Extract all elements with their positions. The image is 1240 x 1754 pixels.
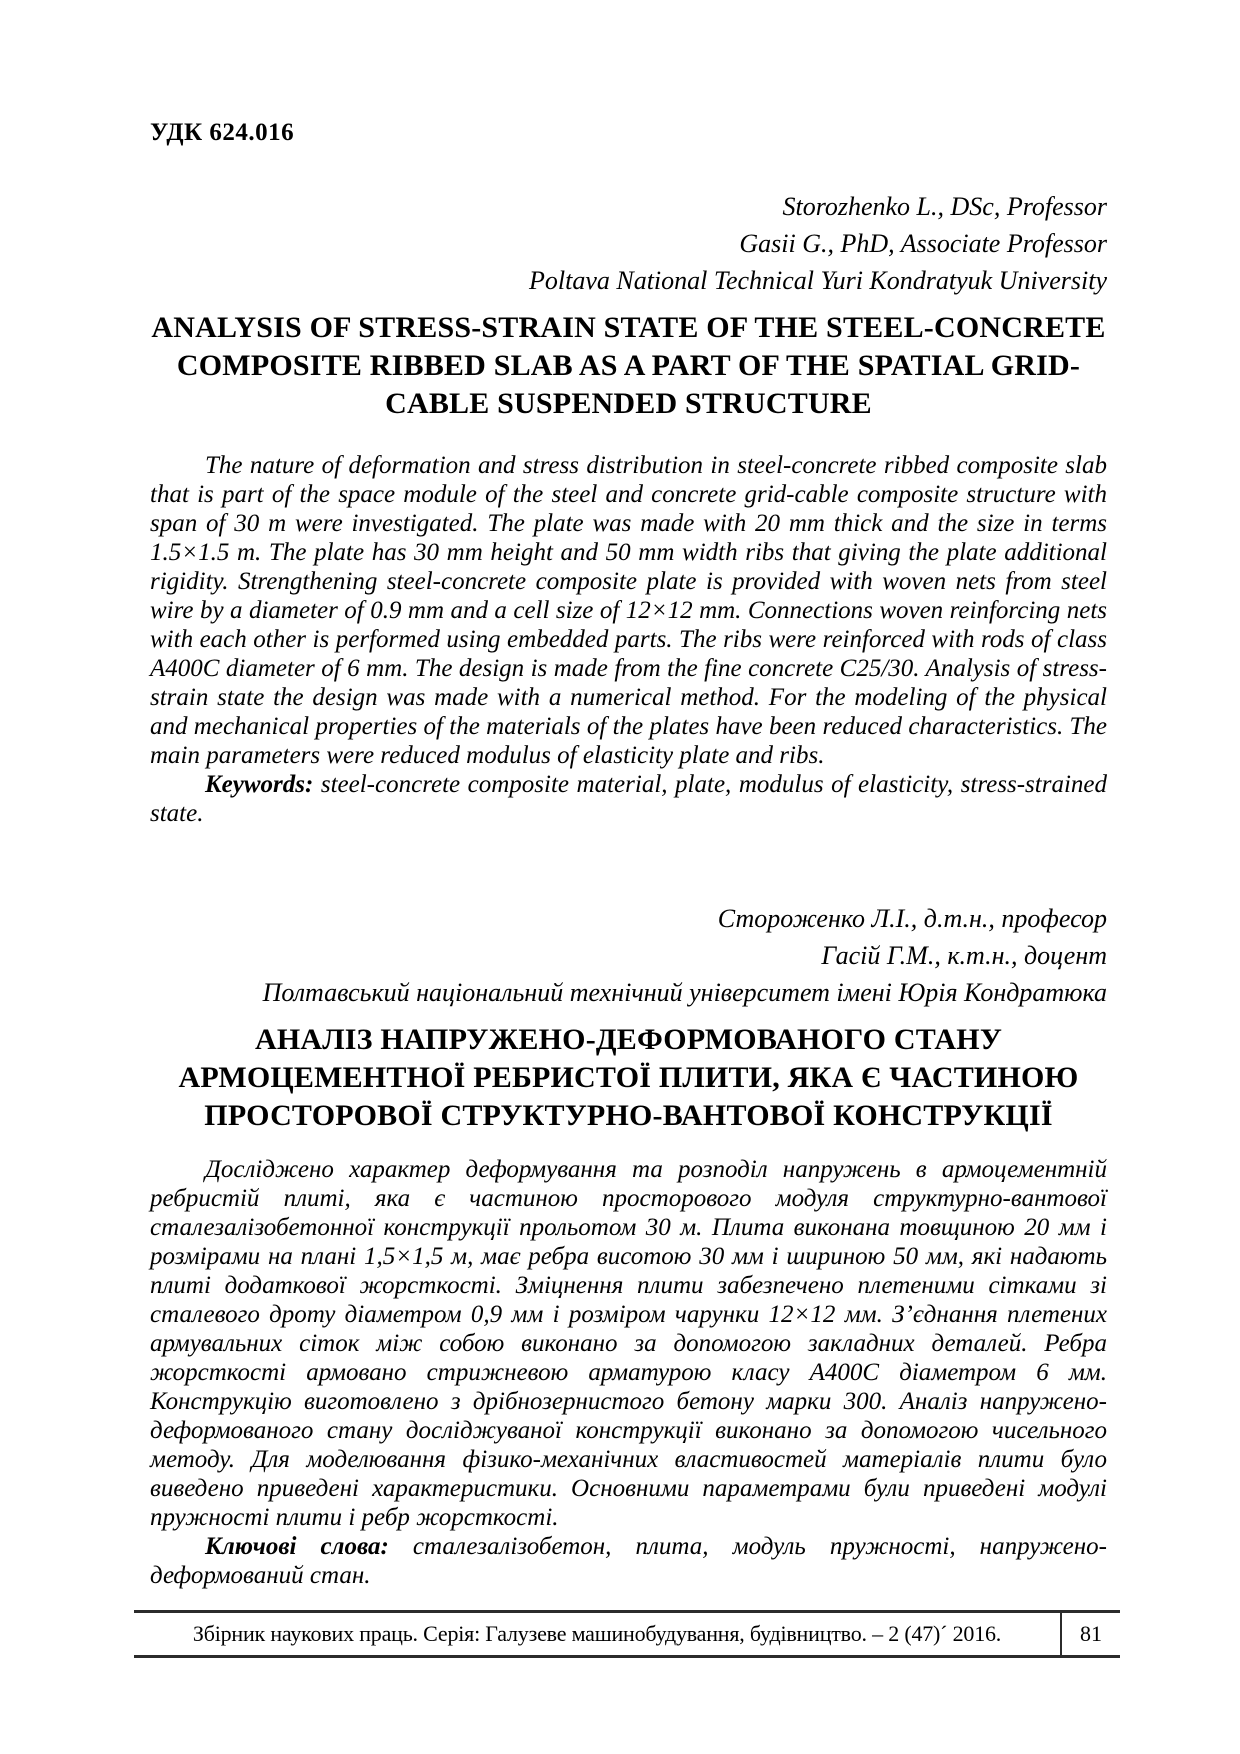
title-english-line-1: ANALYSIS OF STRESS-STRAIN STATE OF THE STEEL-CONCRETE bbox=[151, 311, 1106, 344]
abstract-english: The nature of deformation and stress distribution in steel-concrete ribbed composite slab that is part of the space module of the steel and concrete grid-cable composite structure with span of 30 m were investigated. The plate was made with 20 mm thick and the size in terms 1.5×1.5 m. The plate has 30 mm height and 50 mm width ribs that giving the plate additional rigidity. Strengthening steel-concrete composite plate is provided with woven nets from steel wire by a diameter of 0.9 mm and a cell size of 12×12 mm. Connections woven reinforcing nets with each other is performed using embedded parts. The ribs were reinforced with rods of class A400C diameter of 6 mm. The design is made from the fine concrete C25/30. Analysis of stress-strain state the design was made with a numerical method. For the modeling of the physical and mechanical properties of the materials of the plates have been reduced characteristics. The main parameters were reduced modulus of elasticity plate and ribs. bbox=[150, 452, 1107, 769]
author-line-ua-2: Гасій Г.М., к.т.н., доцент bbox=[821, 941, 1107, 970]
abstract-ukrainian: Досліджено характер деформування та розподіл напружень в армоцементній ребристій плиті, яка є частиною просторового модуля структурно-вантової сталезалізобетонної конструкції прольотом 30 м. Плита виконана товщиною 20 мм і розмірами на плані 1,5×1,5 м, має ребра висотою 30 мм і шириною 50 мм, які надають плиті додаткової жорсткості. Зміцнення плити забезпечено плетеними сітками зі сталевого дроту діаметром 0,9 мм і розміром чарунки 12×12 мм. З’єднання плетених армувальних сіток між собою виконано за допомогою закладних деталей. Ребра жорсткості армовано стрижневою арматурою класу А400С діаметром 6 мм. Конструкцію виготовлено з дрібнозернистого бетону марки 300. Аналіз напружено-деформованого стану досліджуваної конструкції виконано за допомогою чисельного методу. Для моделювання фізико-механічних властивостей матеріалів плити було виведено приведені характеристики. Основними параметрами були приведені модулі пружності плити і ребр жорсткості. bbox=[150, 1156, 1107, 1531]
keywords-ukrainian-text: сталезалізобетон, плита, модуль пружності, напружено-деформований стан. bbox=[150, 1533, 1107, 1589]
page-footer bbox=[134, 1610, 1120, 1658]
keywords-ukrainian-label: Ключові слова: bbox=[205, 1533, 389, 1560]
author-line-ua-1: Стороженко Л.І., д.т.н., професор bbox=[717, 904, 1107, 933]
title-ukrainian-line-2: АРМОЦЕМЕНТНОЇ РЕБРИСТОЇ ПЛИТИ, ЯКА Є ЧАСТИНОЮ bbox=[178, 1061, 1079, 1094]
affiliation-ua: Полтавський національний технічний університет імені Юрія Кондратюка bbox=[262, 978, 1107, 1007]
affiliation-en: Poltava National Technical Yuri Kondratyuk University bbox=[528, 266, 1107, 295]
title-english-line-2: COMPOSITE RIBBED SLAB AS A PART OF THE SPATIAL GRID- bbox=[176, 349, 1081, 382]
title-english bbox=[150, 309, 1107, 423]
author-line-en-2: Gasii G., PhD, Associate Professor bbox=[739, 229, 1107, 258]
keywords-english-label: Keywords: bbox=[205, 771, 314, 798]
authors-ukrainian bbox=[150, 900, 1107, 1011]
footer-page-number: 81 bbox=[1060, 1613, 1120, 1655]
title-ukrainian-line-3: ПРОСТОРОВОЇ СТРУКТУРНО-ВАНТОВОЇ КОНСТРУКЦІЇ bbox=[204, 1099, 1053, 1132]
footer-journal-title: Збірник наукових праць. Серія: Галузеве машинобудування, будівництво. – 2 (47)´ 2016. bbox=[192, 1621, 1002, 1646]
author-line-en-1: Storozhenko L., DSc, Professor bbox=[782, 192, 1107, 221]
title-ukrainian-line-1: АНАЛІЗ НАПРУЖЕНО-ДЕФОРМОВАНОГО СТАНУ bbox=[254, 1023, 1003, 1056]
title-english-line-3: CABLE SUSPENDED STRUCTURE bbox=[385, 387, 872, 420]
keywords-english-text: steel-concrete composite material, plate, modulus of elasticity, stress-strained state. bbox=[150, 771, 1107, 827]
title-ukrainian bbox=[150, 1021, 1107, 1135]
authors-english bbox=[150, 188, 1107, 299]
keywords-english bbox=[150, 770, 1107, 828]
keywords-ukrainian bbox=[150, 1532, 1107, 1590]
udc-code: УДК 624.016 bbox=[150, 119, 295, 146]
